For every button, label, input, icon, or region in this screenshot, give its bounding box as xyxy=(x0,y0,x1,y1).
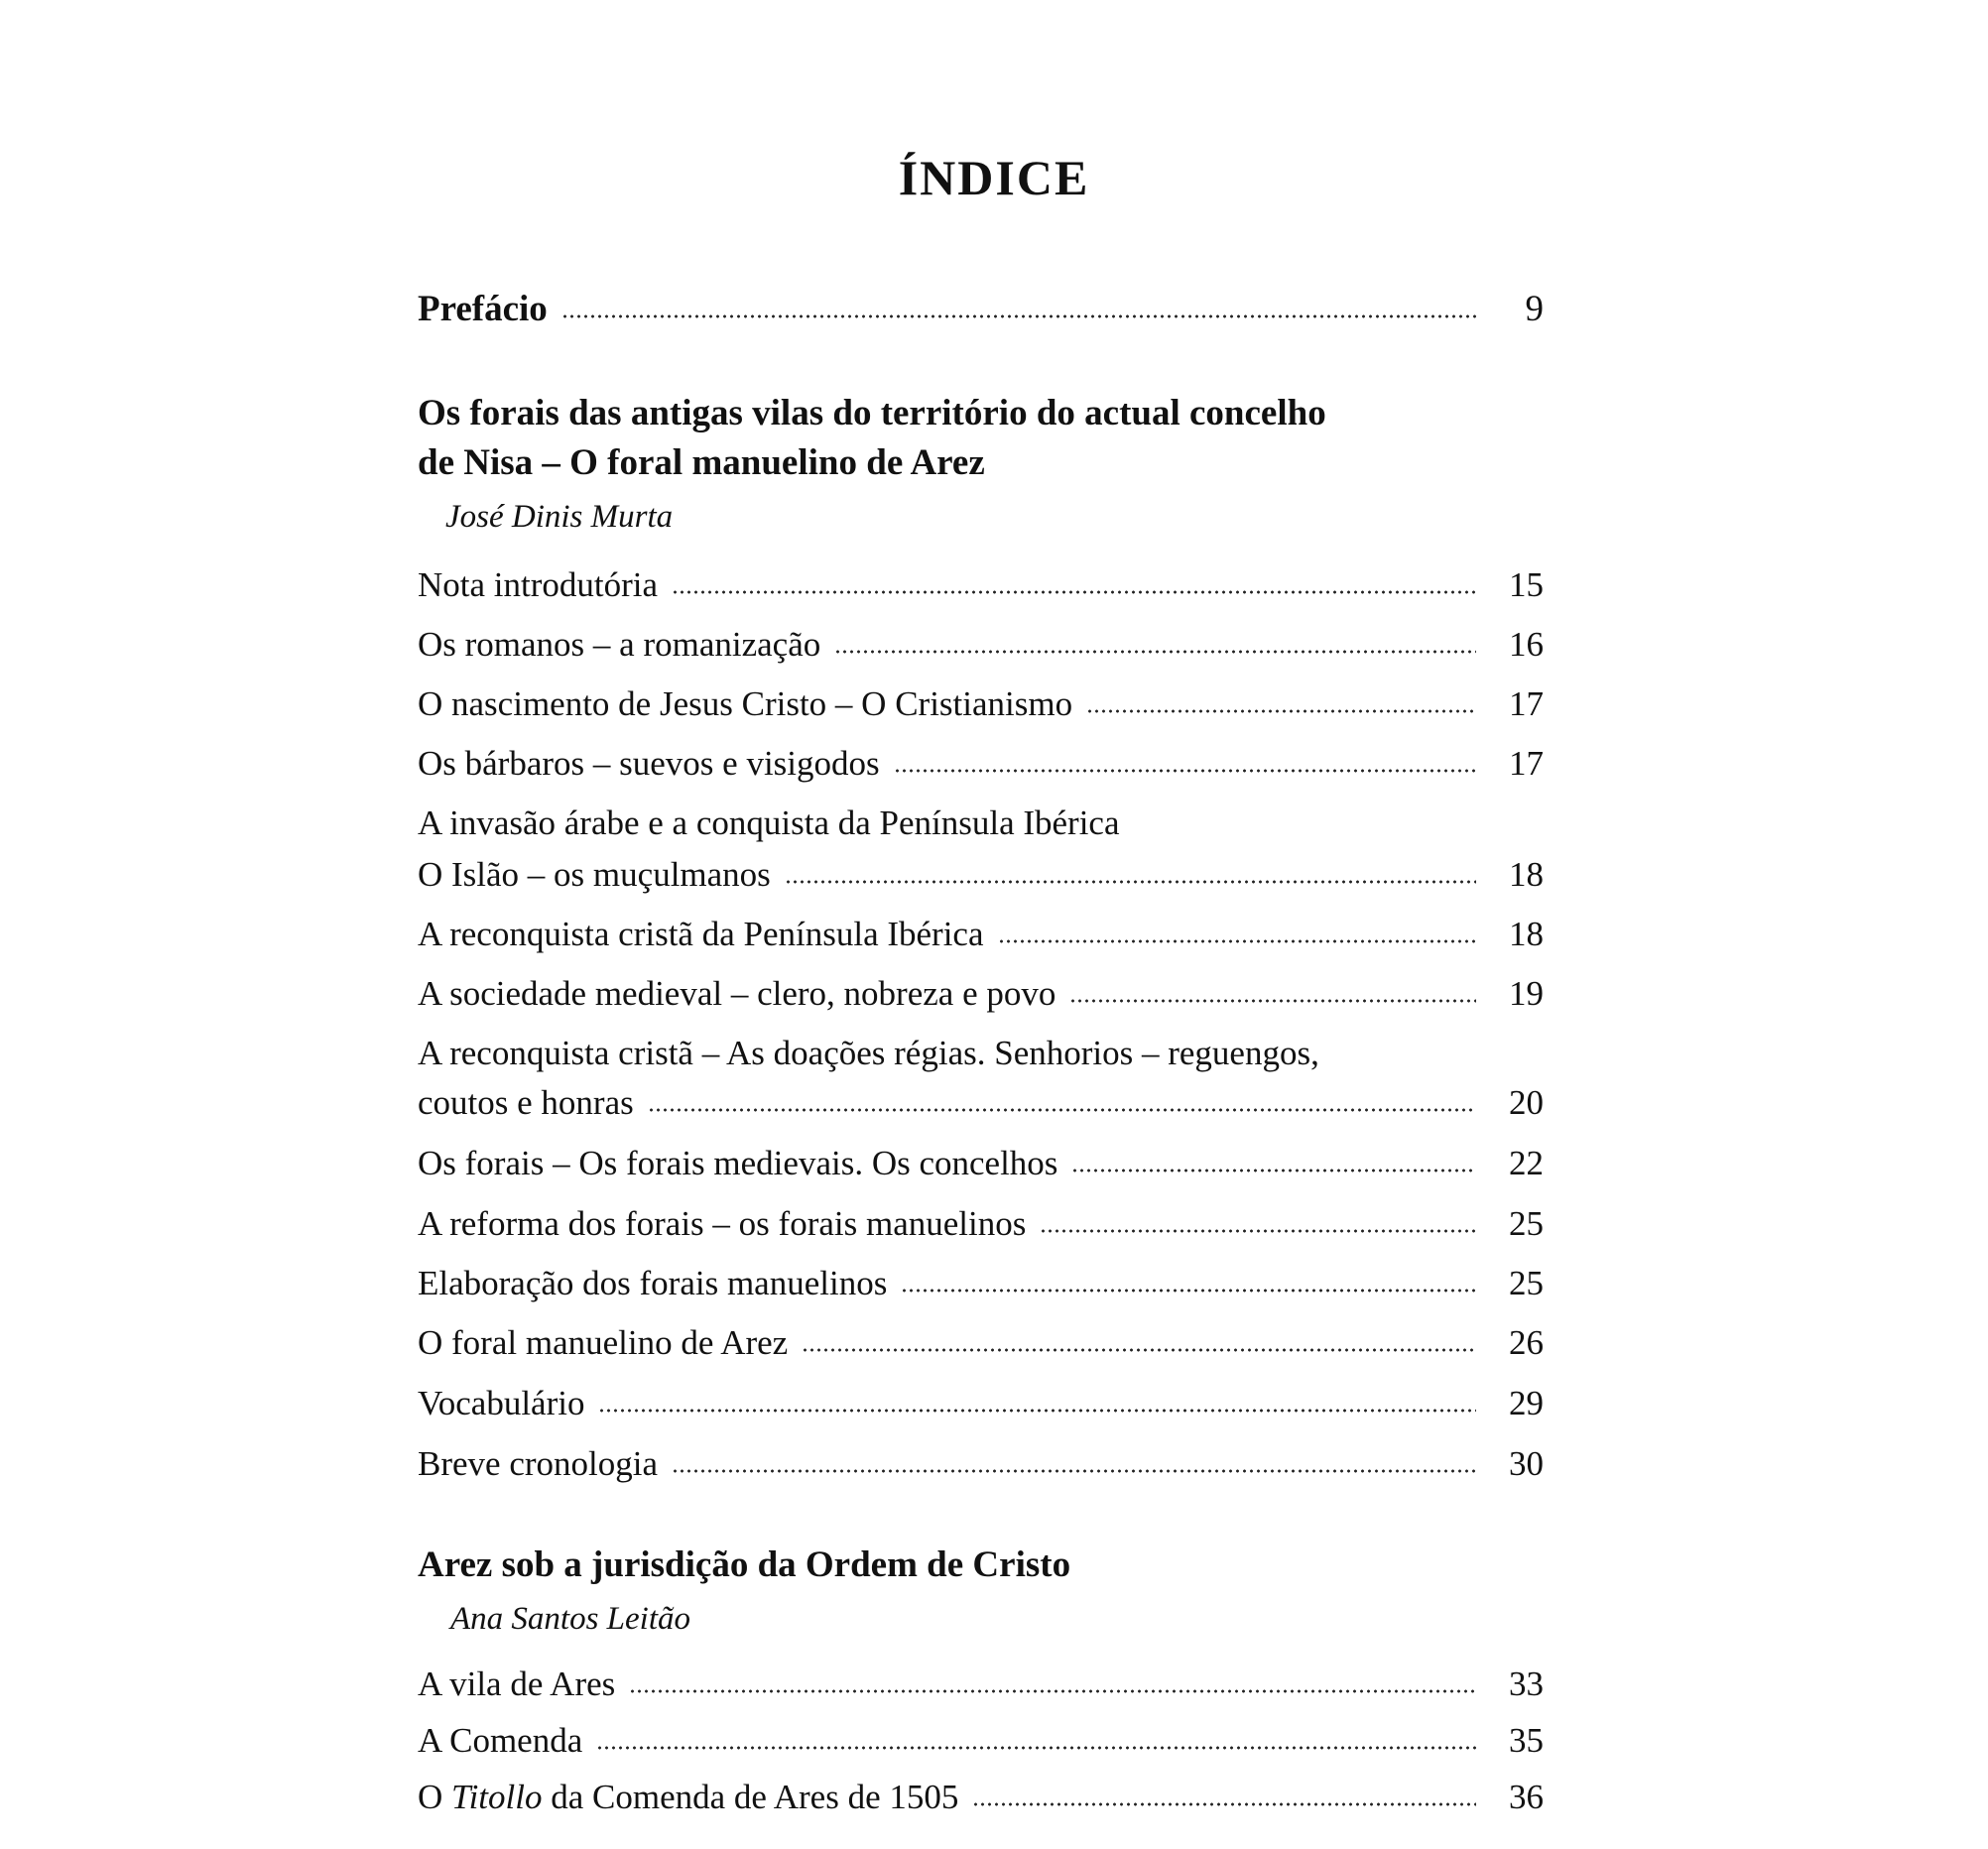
dot-leader xyxy=(785,880,1476,884)
toc-entry-title: Breve cronologia xyxy=(418,1444,658,1483)
toc-entry[interactable] xyxy=(418,915,1544,954)
toc-entry[interactable] xyxy=(418,1323,1544,1363)
toc-entry-preface[interactable] xyxy=(418,288,1544,330)
toc-entry-title: A reforma dos forais – os forais manuelinos xyxy=(418,1204,1027,1243)
toc-entry-page: 17 xyxy=(1509,744,1544,783)
toc-entry-page: 19 xyxy=(1509,974,1544,1013)
toc-entry[interactable] xyxy=(418,1444,1544,1484)
toc-entry-page: 30 xyxy=(1509,1444,1544,1483)
toc-entry-page: 25 xyxy=(1509,1204,1544,1243)
toc-entry-title: Prefácio xyxy=(418,289,548,329)
dot-leader xyxy=(901,1289,1476,1293)
dot-leader xyxy=(672,1469,1476,1473)
toc-entry-page: 9 xyxy=(1525,289,1544,329)
dot-leader xyxy=(894,769,1476,773)
toc-entry[interactable] xyxy=(418,565,1544,605)
section-title-line: Os forais das antigas vilas do território do actual concelho xyxy=(418,393,1326,433)
toc-entry[interactable] xyxy=(418,625,1544,665)
dot-leader xyxy=(596,1746,1476,1750)
toc-entry-title-post: da Comenda de Ares de 1505 xyxy=(542,1778,959,1816)
toc-entry-page: 18 xyxy=(1509,855,1544,894)
toc-entry[interactable] xyxy=(418,744,1544,784)
toc-entry-page: 26 xyxy=(1509,1323,1544,1362)
toc-entry-title: A reconquista cristã da Península Ibérica xyxy=(418,915,984,953)
toc-entry-page: 20 xyxy=(1509,1083,1544,1122)
section-author: José Dinis Murta xyxy=(445,499,674,535)
toc-entry-title-line: A invasão árabe e a conquista da Península Ibérica xyxy=(418,803,1120,842)
toc-entry[interactable] xyxy=(418,1083,1544,1123)
toc-entry-title-italic: Titollo xyxy=(451,1778,543,1816)
toc-entry-title: Vocabulário xyxy=(418,1384,585,1422)
toc-entry-title: A vila de Ares xyxy=(418,1664,616,1703)
toc-entry-page: 18 xyxy=(1509,915,1544,953)
section-title-line: Arez sob a jurisdição da Ordem de Cristo xyxy=(418,1544,1071,1585)
dot-leader xyxy=(972,1802,1476,1806)
toc-entry-title: O Islão – os muçulmanos xyxy=(418,855,771,894)
toc-entry[interactable] xyxy=(418,1721,1544,1761)
toc-entry-title: Os romanos – a romanização xyxy=(418,625,821,664)
toc-entry-page: 16 xyxy=(1509,625,1544,664)
section-title-line: de Nisa – O foral manuelino de Arez xyxy=(418,442,985,483)
dot-leader xyxy=(1071,1169,1476,1172)
toc-entry-page: 35 xyxy=(1509,1721,1544,1760)
toc-entry-title: Elaboração dos forais manuelinos xyxy=(418,1264,888,1302)
toc-entry-page: 29 xyxy=(1509,1384,1544,1422)
dot-leader xyxy=(1040,1229,1476,1233)
toc-entry[interactable] xyxy=(418,855,1544,895)
toc-entry-page: 17 xyxy=(1509,684,1544,723)
toc-entry-title: O foral manuelino de Arez xyxy=(418,1323,789,1362)
page-title: ÍNDICE xyxy=(898,150,1090,205)
dot-leader xyxy=(598,1409,1476,1413)
dot-leader xyxy=(998,939,1477,943)
toc-entry[interactable] xyxy=(418,974,1544,1014)
toc-entry[interactable] xyxy=(418,1664,1544,1704)
dot-leader xyxy=(1069,999,1476,1003)
dot-leader xyxy=(1086,709,1476,713)
toc-entry-title: O nascimento de Jesus Cristo – O Cristianismo xyxy=(418,684,1073,723)
toc-entry-page: 15 xyxy=(1509,565,1544,604)
section-author: Ana Santos Leitão xyxy=(450,1601,691,1637)
toc-entry-page: 22 xyxy=(1509,1144,1544,1182)
toc-entry-title: Os bárbaros – suevos e visigodos xyxy=(418,744,880,783)
toc-entry-title-pre: O xyxy=(418,1778,452,1816)
toc-entry-title: A sociedade medieval – clero, nobreza e povo xyxy=(418,974,1056,1013)
dot-leader xyxy=(629,1689,1476,1693)
dot-leader xyxy=(648,1108,1476,1112)
dot-leader xyxy=(672,590,1476,594)
toc-entry-page: 33 xyxy=(1509,1664,1544,1703)
toc-entry[interactable] xyxy=(418,1144,1544,1183)
toc-entry-title-line: A reconquista cristã – As doações régias. Senhorios – reguengos, xyxy=(418,1034,1319,1072)
dot-leader xyxy=(561,314,1476,318)
toc-entry[interactable] xyxy=(418,684,1544,724)
toc-entry[interactable] xyxy=(418,1778,1544,1817)
toc-entry-title: A Comenda xyxy=(418,1721,583,1760)
toc-entry-page: 36 xyxy=(1509,1778,1544,1816)
toc-entry-title: coutos e honras xyxy=(418,1083,634,1122)
toc-entry[interactable] xyxy=(418,1204,1544,1244)
toc-entry-title: Os forais – Os forais medievais. Os concelhos xyxy=(418,1144,1058,1182)
toc-entry[interactable] xyxy=(418,1264,1544,1303)
toc-entry[interactable] xyxy=(418,1384,1544,1423)
toc-entry-page: 25 xyxy=(1509,1264,1544,1302)
toc-entry-title: Nota introdutória xyxy=(418,565,659,604)
dot-leader xyxy=(834,650,1476,654)
toc-entry-title xyxy=(418,1778,958,1817)
dot-leader xyxy=(802,1348,1476,1352)
